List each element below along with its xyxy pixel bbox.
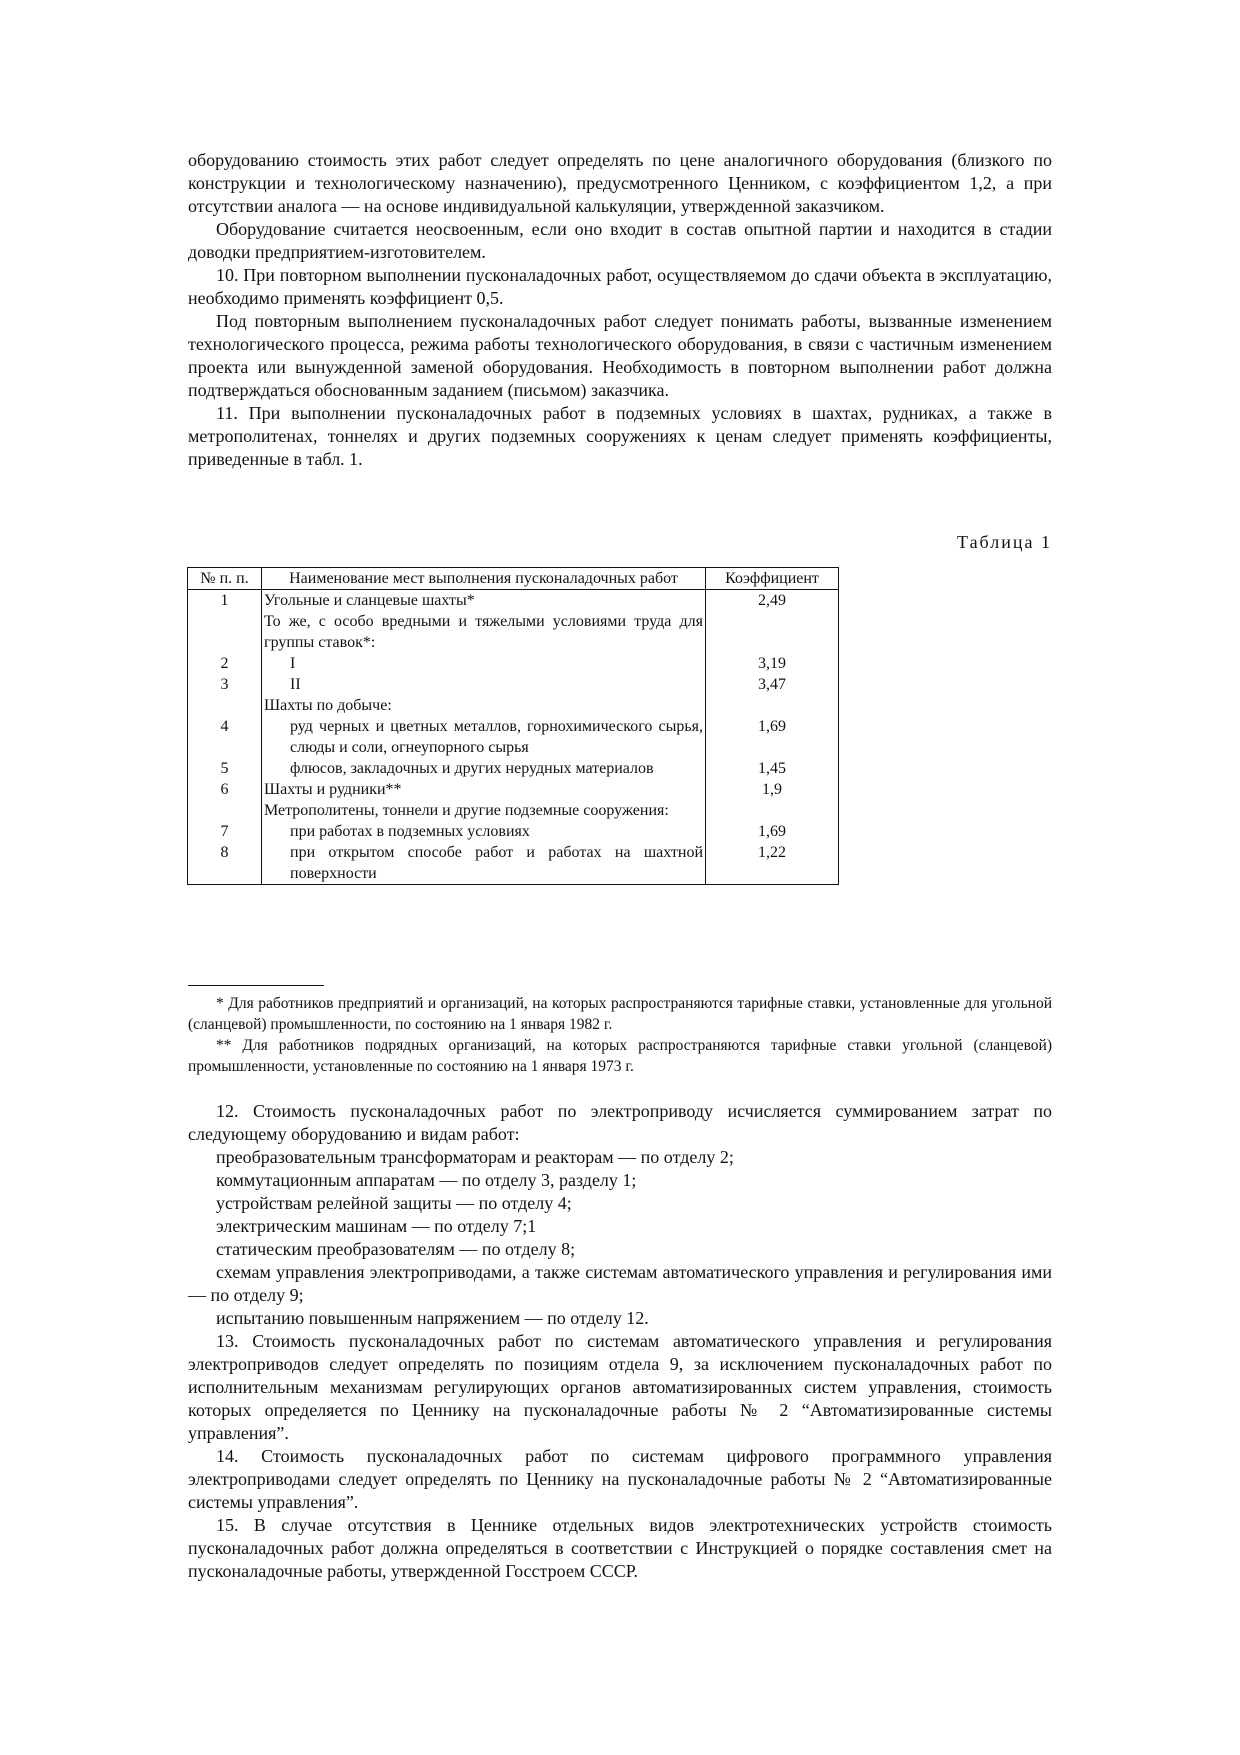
table-row <box>188 821 839 842</box>
footnote: ** Для работников подрядных организаций, на которых распространяются тарифные ставки угольной (сланцевой) промышленности, установленные по состоянию на 1 января 1973 г. <box>188 1037 1052 1075</box>
table-row <box>188 695 839 716</box>
row-number: 7 <box>188 821 262 842</box>
table-row <box>188 653 839 674</box>
paragraph: оборудованию стоимость этих работ следует определять по цене аналогичного оборудования (близкого по конструкции и технологическому назначению), предусмотренного Ценником, с коэффициентом 1,2, а при отсутствии аналога — на основе индивидуальной калькуляции, утвержденной заказчиком. <box>188 150 1052 216</box>
paragraph: Под повторным выполнением пусконаладочных работ следует понимать работы, вызванные изменением технологического процесса, режима работы технологического оборудования, в связи с частичным изменением проекта или вынужденной заменой оборудования. Необходимость в повторном выполнении работ должна подтверждаться обоснованным заданием (письмом) заказчика. <box>188 311 1052 400</box>
header-coefficient: Коэффициент <box>706 568 839 590</box>
row-number: 8 <box>188 842 262 885</box>
table-body <box>188 590 839 885</box>
list-item: испытанию повышенным напряжением — по отделу 12. <box>216 1308 649 1328</box>
row-number: 6 <box>188 779 262 800</box>
row-coefficient: 1,9 <box>706 779 839 800</box>
row-description: Шахты и рудники** <box>262 779 706 800</box>
row-description: II <box>262 674 706 695</box>
row-description: при работах в подземных условиях <box>262 821 706 842</box>
table-header-row <box>188 568 839 590</box>
row-coefficient: 3,19 <box>706 653 839 674</box>
header-place: Наименование мест выполнения пусконаладочных работ <box>262 568 706 590</box>
row-number <box>188 800 262 821</box>
row-coefficient: 2,49 <box>706 590 839 612</box>
table-row <box>188 800 839 821</box>
row-description: Метрополитены, тоннели и другие подземные сооружения: <box>262 800 706 821</box>
coefficient-table <box>187 567 839 885</box>
list-item: устройствам релейной защиты — по отделу 4; <box>216 1193 572 1213</box>
footnote-separator <box>188 985 324 986</box>
table-row <box>188 674 839 695</box>
footnotes <box>188 993 1052 1077</box>
row-coefficient <box>706 695 839 716</box>
paragraph: 11. При выполнении пусконаладочных работ в подземных условиях в шахтах, рудниках, а также в метрополитенах, тоннелях и других подземных сооружениях к ценам следует применять коэффициенты, приведенные в табл. 1. <box>188 403 1052 469</box>
row-coefficient: 3,47 <box>706 674 839 695</box>
row-description: руд черных и цветных металлов, горнохимического сырья, слюды и соли, огнеупорного сырья <box>262 716 706 758</box>
row-description: при открытом способе работ и работах на шахтной поверхности <box>262 842 706 885</box>
table-row <box>188 716 839 758</box>
paragraph: Оборудование считается неосвоенным, если оно входит в состав опытной партии и находится в стадии доводки предприятием-изготовителем. <box>188 219 1052 262</box>
table-row <box>188 611 839 653</box>
top-text <box>188 149 1052 471</box>
list-item: коммутационным аппаратам — по отделу 3, разделу 1; <box>216 1170 637 1190</box>
row-coefficient <box>706 800 839 821</box>
paragraph: 13. Стоимость пусконаладочных работ по системам автоматического управления и регулирования электроприводов следует определять по позициям отдела 9, за исключением пусконаладочных работ по исполнительным механизмам регулирующих органов автоматизированных систем управления, стоимость которых определяется по Ценнику на пусконаладочные работы № 2 “Автоматизированные системы управления”. <box>188 1331 1052 1443</box>
list-item: статическим преобразователям — по отделу 8; <box>216 1239 576 1259</box>
paragraph: 12. Стоимость пусконаладочных работ по электроприводу исчисляется суммированием затрат по следующему оборудованию и видам работ: <box>188 1101 1052 1144</box>
row-number: 5 <box>188 758 262 779</box>
row-number: 1 <box>188 590 262 612</box>
table-row <box>188 758 839 779</box>
list-item: схемам управления электроприводами, а также системам автоматического управления и регулирования ими — по отделу 9; <box>188 1262 1052 1305</box>
table-row <box>188 779 839 800</box>
paragraph: 10. При повторном выполнении пусконаладочных работ, осуществляемом до сдачи объекта в эксплуатацию, необходимо применять коэффициент 0,5. <box>188 265 1052 308</box>
list-item: преобразовательным трансформаторам и реакторам — по отделу 2; <box>216 1147 734 1167</box>
row-description: Шахты по добыче: <box>262 695 706 716</box>
row-coefficient: 1,45 <box>706 758 839 779</box>
row-number <box>188 695 262 716</box>
row-coefficient <box>706 611 839 653</box>
row-number <box>188 611 262 653</box>
row-description: Угольные и сланцевые шахты* <box>262 590 706 612</box>
table-row <box>188 590 839 612</box>
row-coefficient: 1,69 <box>706 716 839 758</box>
bottom-text <box>188 1100 1052 1583</box>
header-number: № п. п. <box>188 568 262 590</box>
row-coefficient: 1,69 <box>706 821 839 842</box>
paragraph: 14. Стоимость пусконаладочных работ по системам цифрового программного управления электроприводами следует определять по Ценнику на пусконаладочные работы № 2 “Автоматизированные системы управления”. <box>188 1446 1052 1512</box>
footnote: * Для работников предприятий и организаций, на которых распространяются тарифные ставки, установленные для угольной (сланцевой) промышленности, по состоянию на 1 января 1982 г. <box>188 995 1052 1033</box>
row-description: То же, с особо вредными и тяжелыми условиями труда для группы ставок*: <box>262 611 706 653</box>
table-row <box>188 842 839 885</box>
paragraph: 15. В случае отсутствия в Ценнике отдельных видов электротехнических устройств стоимость пусконаладочных работ должна определяться в соответствии с Инструкцией о порядке составления смет на пусконаладочные работы, утвержденной Госстроем СССР. <box>188 1515 1052 1581</box>
row-number: 4 <box>188 716 262 758</box>
row-number: 3 <box>188 674 262 695</box>
row-number: 2 <box>188 653 262 674</box>
table-caption: Таблица 1 <box>957 532 1052 552</box>
row-description: флюсов, закладочных и других нерудных материалов <box>262 758 706 779</box>
row-coefficient: 1,22 <box>706 842 839 885</box>
row-description: I <box>262 653 706 674</box>
list-item: электрическим машинам — по отделу 7;1 <box>216 1216 537 1236</box>
